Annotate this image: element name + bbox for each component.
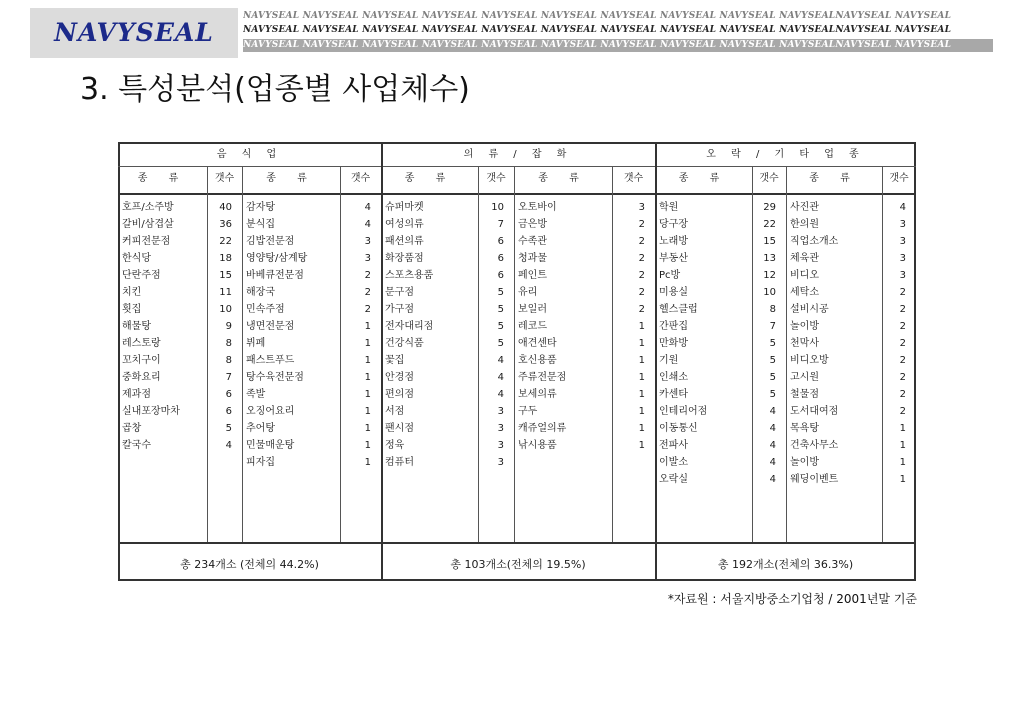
source-note: *자료원 : 서울지방중소기업청 / 2001년말 기준: [667, 592, 917, 606]
business-name: 미용실: [659, 287, 688, 298]
business-name: 건축사무소: [790, 440, 839, 451]
business-count: 2: [899, 372, 906, 383]
business-name: 커피전문점: [122, 236, 171, 247]
table-rule: [786, 166, 787, 542]
count-column-header: 갯수: [759, 173, 779, 184]
business-count-list: [340, 199, 371, 471]
business-name: 여성의류: [385, 219, 424, 230]
count-column-header: 갯수: [350, 173, 371, 184]
business-name: 탕수육전문점: [246, 372, 304, 383]
business-name: 오락실: [659, 474, 688, 485]
business-name: 인쇄소: [659, 372, 688, 383]
business-name-list: [246, 199, 338, 471]
business-count: 7: [769, 321, 776, 332]
business-count: 1: [364, 355, 371, 366]
business-count-list: [207, 199, 232, 454]
business-name: 캐쥬얼의류: [518, 423, 567, 434]
business-name: 낚시용품: [518, 440, 557, 451]
business-name: 보일러: [518, 304, 547, 315]
business-count: 1: [638, 321, 645, 332]
business-count: 6: [225, 389, 232, 400]
business-name: 오징어요리: [246, 406, 295, 417]
category-total: 총 234개소 (전체의 44.2%): [180, 558, 319, 571]
table-rule: [118, 142, 916, 144]
business-name-list: [659, 199, 750, 488]
business-count: 18: [219, 253, 232, 264]
business-name: 해장국: [246, 287, 275, 298]
table-rule: [118, 142, 120, 581]
business-count: 1: [638, 372, 645, 383]
business-count: 1: [364, 321, 371, 332]
business-count: 4: [497, 372, 504, 383]
business-name-list: [385, 199, 476, 471]
business-name: 편의점: [385, 389, 414, 400]
business-name: 비디오방: [790, 355, 829, 366]
category-header: 음 식 업: [216, 149, 283, 160]
header-pattern-band: [243, 8, 993, 54]
header-pattern-line: NAVYSEAL NAVYSEAL NAVYSEAL NAVYSEAL NAVYSEAL NAVYSEAL NAVYSEAL NAVYSEAL NAVYSEAL NAVYSEALNAVYSEAL NAVYSEAL: [243, 11, 952, 21]
kind-column-header: 종 류: [678, 173, 729, 184]
table-rule: [118, 166, 916, 167]
business-count: 6: [497, 253, 504, 264]
business-count: 2: [899, 406, 906, 417]
business-name: 간판집: [659, 321, 688, 332]
business-count: 3: [899, 270, 906, 281]
business-count: 3: [364, 236, 371, 247]
business-count: 1: [638, 440, 645, 451]
business-name: 청과물: [518, 253, 547, 264]
business-name: 뷔페: [246, 338, 266, 349]
business-name: 레코드: [518, 321, 547, 332]
count-column-header: 갯수: [623, 173, 644, 184]
business-name: Pc방: [659, 270, 681, 281]
business-name: 호신용품: [518, 355, 557, 366]
business-count: 8: [225, 355, 232, 366]
business-count: 1: [364, 440, 371, 451]
business-name: 단란주점: [122, 270, 161, 281]
business-count: 2: [638, 304, 645, 315]
business-name: 중화요리: [122, 372, 161, 383]
business-name: 패스트푸드: [246, 355, 295, 366]
business-count: 2: [899, 304, 906, 315]
table-rule: [914, 142, 916, 581]
business-name: 노래방: [659, 236, 688, 247]
business-name-list: [518, 199, 610, 454]
business-name: 화장품점: [385, 253, 424, 264]
count-column-header: 갯수: [486, 173, 506, 184]
business-count-table: [118, 142, 916, 581]
business-name: 민속주점: [246, 304, 285, 315]
business-name: 족발: [246, 389, 266, 400]
table-rule: [118, 193, 916, 195]
business-count: 4: [769, 440, 776, 451]
business-count: 3: [899, 219, 906, 230]
business-count-list: [882, 199, 906, 488]
business-count: 5: [497, 321, 504, 332]
business-name: 컴퓨터: [385, 457, 414, 468]
business-count: 5: [225, 423, 232, 434]
business-count: 40: [219, 202, 232, 213]
business-count: 4: [769, 406, 776, 417]
business-name: 페인트: [518, 270, 547, 281]
business-count: 2: [899, 338, 906, 349]
business-name: 보세의류: [518, 389, 557, 400]
business-count: 3: [497, 440, 504, 451]
business-name: 이동통신: [659, 423, 698, 434]
business-count: 4: [497, 389, 504, 400]
business-count: 1: [638, 423, 645, 434]
business-name: 영양탕/삼계탕: [246, 253, 308, 264]
business-count: 2: [899, 287, 906, 298]
business-count: 2: [638, 253, 645, 264]
business-name-list: [122, 199, 205, 454]
business-name: 인테리어점: [659, 406, 708, 417]
business-name: 안경점: [385, 372, 414, 383]
business-count: 1: [899, 457, 906, 468]
business-name: 분식집: [246, 219, 275, 230]
business-name: 김밥전문점: [246, 236, 295, 247]
business-count: 5: [769, 389, 776, 400]
business-name: 바베큐전문점: [246, 270, 304, 281]
business-name: 구두: [518, 406, 538, 417]
business-count: 7: [497, 219, 504, 230]
business-name: 천막사: [790, 338, 819, 349]
business-count: 2: [638, 287, 645, 298]
business-count: 3: [364, 253, 371, 264]
table-rule: [655, 142, 657, 581]
business-count: 3: [638, 202, 645, 213]
business-name: 오토바이: [518, 202, 557, 213]
business-count: 1: [638, 406, 645, 417]
business-name: 해물탕: [122, 321, 151, 332]
business-count: 22: [219, 236, 232, 247]
business-count: 1: [364, 457, 371, 468]
kind-column-header: 종 류: [266, 173, 316, 184]
brand-logo: NAVYSEAL: [54, 18, 214, 47]
business-name: 곱창: [122, 423, 142, 434]
category-total: 총 103개소(전체의 19.5%): [450, 558, 586, 571]
business-count: 1: [364, 389, 371, 400]
business-name: 세탁소: [790, 287, 819, 298]
kind-column-header: 종 류: [538, 173, 588, 184]
business-count: 3: [899, 236, 906, 247]
business-count: 2: [638, 219, 645, 230]
category-header: 오 락 / 기 타 업 종: [706, 149, 865, 160]
business-name: 가구점: [385, 304, 414, 315]
business-count: 1: [638, 389, 645, 400]
business-count: 5: [769, 355, 776, 366]
business-count: 8: [769, 304, 776, 315]
business-count: 4: [899, 202, 906, 213]
business-name: 문구점: [385, 287, 414, 298]
table-rule: [118, 579, 916, 581]
business-count: 5: [497, 287, 504, 298]
business-name: 부동산: [659, 253, 688, 264]
business-count: 1: [364, 372, 371, 383]
table-rule: [242, 166, 243, 542]
business-count: 1: [364, 423, 371, 434]
business-count: 5: [497, 338, 504, 349]
business-name: 치킨: [122, 287, 142, 298]
business-count: 4: [364, 219, 371, 230]
business-name: 실내포장마차: [122, 406, 180, 417]
table-rule: [381, 142, 383, 581]
business-count: 10: [219, 304, 232, 315]
business-name: 스포츠용품: [385, 270, 434, 281]
business-name: 이발소: [659, 457, 688, 468]
business-count: 2: [364, 304, 371, 315]
business-name: 철물점: [790, 389, 819, 400]
business-count: 2: [899, 355, 906, 366]
category-total: 총 192개소(전체의 36.3%): [717, 558, 854, 571]
business-name: 체육관: [790, 253, 819, 264]
business-count: 12: [763, 270, 776, 281]
business-count: 8: [225, 338, 232, 349]
business-name: 패션의류: [385, 236, 424, 247]
table-rule: [514, 166, 515, 542]
table-rule: [118, 542, 916, 544]
business-count: 10: [763, 287, 776, 298]
business-count: 15: [763, 236, 776, 247]
business-count: 3: [497, 406, 504, 417]
business-name: 고시원: [790, 372, 819, 383]
business-name: 놀이방: [790, 457, 819, 468]
business-count: 4: [769, 457, 776, 468]
business-name: 감자탕: [246, 202, 275, 213]
business-count: 4: [769, 474, 776, 485]
business-name: 목욕탕: [790, 423, 819, 434]
slide-header: [0, 0, 1023, 62]
business-count: 29: [763, 202, 776, 213]
business-name: 놀이방: [790, 321, 819, 332]
business-name: 비디오: [790, 270, 819, 281]
business-name: 호프/소주방: [122, 202, 174, 213]
business-name: 만화방: [659, 338, 688, 349]
count-column-header: 갯수: [214, 173, 235, 184]
business-name: 칼국수: [122, 440, 151, 451]
business-count: 2: [899, 389, 906, 400]
business-count: 1: [638, 355, 645, 366]
business-count: 36: [219, 219, 232, 230]
count-column-header: 갯수: [889, 173, 909, 184]
business-name: 꼬치구이: [122, 355, 161, 366]
business-name: 직업소개소: [790, 236, 839, 247]
business-count: 11: [219, 287, 232, 298]
business-count: 4: [364, 202, 371, 213]
business-count: 13: [763, 253, 776, 264]
kind-column-header: 종 류: [137, 173, 188, 184]
business-name: 민물매운탕: [246, 440, 295, 451]
kind-column-header: 종 류: [404, 173, 455, 184]
business-count: 3: [497, 457, 504, 468]
business-count: 2: [899, 321, 906, 332]
business-count: 5: [769, 372, 776, 383]
kind-column-header: 종 류: [809, 173, 859, 184]
business-count: 3: [899, 253, 906, 264]
business-name: 냉면전문점: [246, 321, 295, 332]
business-name: 전자대리점: [385, 321, 434, 332]
business-name: 횟집: [122, 304, 142, 315]
business-name: 학원: [659, 202, 679, 213]
business-name: 수족관: [518, 236, 547, 247]
business-name: 한의원: [790, 219, 819, 230]
business-count-list: [752, 199, 776, 488]
business-name: 한식당: [122, 253, 151, 264]
business-name: 주류전문점: [518, 372, 567, 383]
business-name: 정육: [385, 440, 405, 451]
business-name: 제과점: [122, 389, 151, 400]
business-name: 설비시공: [790, 304, 829, 315]
business-count: 10: [491, 202, 504, 213]
business-count-list: [478, 199, 504, 471]
business-name: 전파사: [659, 440, 688, 451]
business-count: 4: [497, 355, 504, 366]
business-count: 2: [364, 270, 371, 281]
business-count: 2: [638, 236, 645, 247]
business-name: 사진관: [790, 202, 819, 213]
business-count: 6: [225, 406, 232, 417]
business-count: 3: [497, 423, 504, 434]
business-count-list: [612, 199, 645, 454]
business-count: 1: [364, 406, 371, 417]
business-count: 5: [497, 304, 504, 315]
business-count: 6: [497, 236, 504, 247]
business-name: 서점: [385, 406, 405, 417]
business-name: 꽃집: [385, 355, 405, 366]
business-name: 팬시점: [385, 423, 414, 434]
business-count: 4: [225, 440, 232, 451]
business-name: 애견센타: [518, 338, 557, 349]
business-name: 금은방: [518, 219, 547, 230]
business-count: 2: [364, 287, 371, 298]
business-count: 22: [763, 219, 776, 230]
business-count: 2: [638, 270, 645, 281]
business-count: 6: [497, 270, 504, 281]
business-count: 1: [638, 338, 645, 349]
business-count: 1: [364, 338, 371, 349]
business-count: 4: [769, 423, 776, 434]
header-pattern-line: NAVYSEAL NAVYSEAL NAVYSEAL NAVYSEAL NAVYSEAL NAVYSEAL NAVYSEAL NAVYSEAL NAVYSEAL NAVYSEALNAVYSEAL NAVYSEAL: [243, 25, 952, 35]
business-count: 15: [219, 270, 232, 281]
business-count: 5: [769, 338, 776, 349]
business-name: 추어탕: [246, 423, 275, 434]
header-pattern-line: NAVYSEAL NAVYSEAL NAVYSEAL NAVYSEAL NAVYSEAL NAVYSEAL NAVYSEAL NAVYSEAL NAVYSEAL NAVYSEALNAVYSEAL NAVYSEAL: [243, 39, 993, 52]
business-name: 기원: [659, 355, 679, 366]
business-name: 당구장: [659, 219, 688, 230]
business-name: 카센타: [659, 389, 688, 400]
business-count: 1: [899, 474, 906, 485]
category-header: 의 류 / 잡 화: [463, 149, 573, 160]
business-name: 건강식품: [385, 338, 424, 349]
business-count: 9: [225, 321, 232, 332]
business-count: 7: [225, 372, 232, 383]
business-name: 갈비/삼겹살: [122, 219, 174, 230]
business-name: 웨딩이벤트: [790, 474, 839, 485]
business-name-list: [790, 199, 880, 488]
business-count: 1: [899, 423, 906, 434]
business-name: 레스토랑: [122, 338, 161, 349]
business-name: 피자집: [246, 457, 275, 468]
page-title: 3. 특성분석(업종별 사업체수): [80, 72, 470, 107]
business-name: 슈퍼마켓: [385, 202, 424, 213]
business-count: 1: [899, 440, 906, 451]
business-name: 도서대여점: [790, 406, 839, 417]
business-name: 유리: [518, 287, 538, 298]
business-name: 헬스클럽: [659, 304, 698, 315]
